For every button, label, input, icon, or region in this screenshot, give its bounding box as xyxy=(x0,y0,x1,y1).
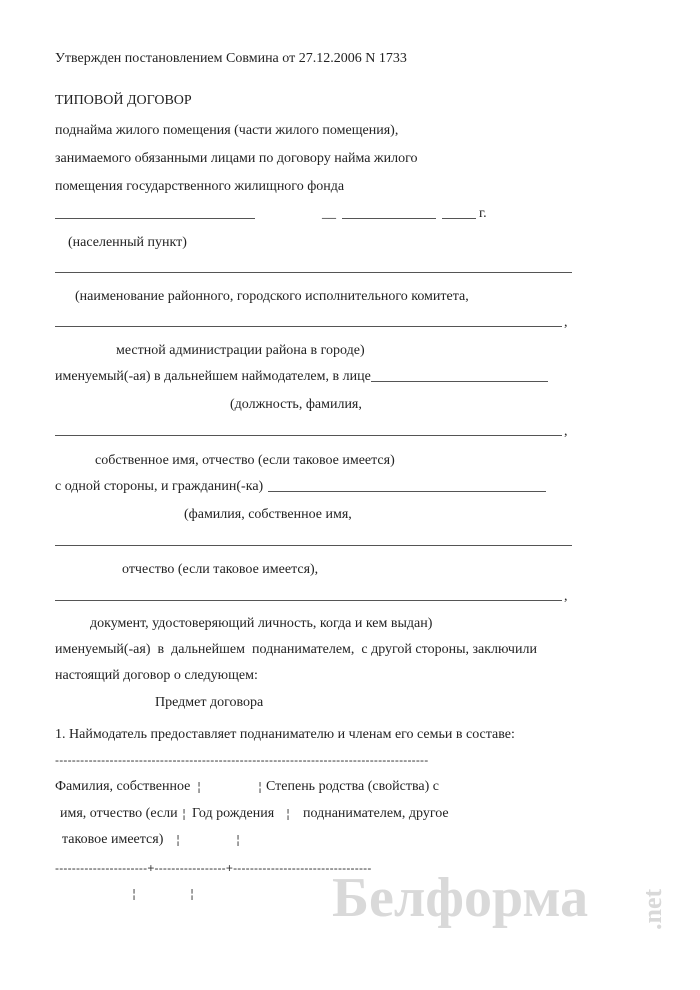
landlord-org-blank-1 xyxy=(55,272,572,273)
subject-heading: Предмет договора xyxy=(155,695,264,710)
place-blank xyxy=(55,218,255,219)
landlord-org-label-2: местной администрации района в городе) xyxy=(116,343,365,358)
col-separator: ¦ xyxy=(190,887,195,901)
month-blank xyxy=(342,218,436,219)
tenant-doc-comma: , xyxy=(564,589,568,604)
tenant-name-blank-1 xyxy=(268,491,546,492)
watermark-brand: Белформа xyxy=(332,867,589,929)
col3-header-line-1: Степень родства (свойства) с xyxy=(266,779,439,794)
year-blank xyxy=(442,218,476,219)
col1-header-line-1: Фамилия, собственное xyxy=(55,779,191,794)
col1-header-line-3: таковое имеется) xyxy=(62,832,164,847)
landlord-intro: именуемый(-ая) в дальнейшем наймодателем, в лице xyxy=(55,369,371,384)
tenant-name-blank-2 xyxy=(55,545,572,546)
col-separator: ¦ xyxy=(197,780,202,794)
day-blank: __ xyxy=(322,206,336,221)
approval-note: Утвержден постановлением Совмина от 27.12.2006 N 1733 xyxy=(55,51,407,66)
landlord-person-blank-1 xyxy=(371,381,548,382)
col-separator: ¦ xyxy=(236,833,241,847)
tenant-name-label-1: (фамилия, собственное имя, xyxy=(184,507,352,522)
document-title: ТИПОВОЙ ДОГОВОР xyxy=(55,93,192,108)
title-subtitle-line-3: помещения государственного жилищного фонда xyxy=(55,179,345,194)
table-top-rule: ----------------------------------------------------------------------------------------- xyxy=(55,753,429,767)
year-suffix: г. xyxy=(479,206,487,221)
table-mid-rule: ----------------------+-----------------+--------------------------------- xyxy=(55,861,372,875)
title-subtitle-line-2: занимаемого обязанными лицами по договору найма жилого xyxy=(55,151,418,166)
landlord-org-blank-2 xyxy=(55,326,562,327)
clause-1: 1. Наймодатель предоставляет поднанимателю и членам его семьи в составе: xyxy=(55,727,515,742)
tenant-doc-label: документ, удостоверяющий личность, когда и кем выдан) xyxy=(90,616,433,631)
col-separator: ¦ xyxy=(182,807,187,821)
landlord-org-comma: , xyxy=(564,315,568,330)
landlord-person-label-2: собственное имя, отчество (если таковое имеется) xyxy=(95,453,395,468)
place-label: (населенный пункт) xyxy=(68,235,187,250)
tenant-intro: с одной стороны, и гражданин(-ка) xyxy=(55,479,264,494)
watermark-tld: .net xyxy=(638,888,667,930)
col1-header-line-2: имя, отчество (если xyxy=(60,806,178,821)
title-subtitle-line-1: поднайма жилого помещения (части жилого помещения), xyxy=(55,123,399,138)
landlord-org-label-1: (наименование районного, городского исполнительного комитета, xyxy=(75,289,469,304)
col-separator: ¦ xyxy=(286,807,291,821)
tenant-name-label-2: отчество (если таковое имеется), xyxy=(122,562,319,577)
col-separator: ¦ xyxy=(258,780,263,794)
landlord-person-comma: , xyxy=(564,424,568,439)
col-separator: ¦ xyxy=(132,887,137,901)
tenant-role-line: именуемый(-ая) в дальнейшем поднанимателем, с другой стороны, заключили xyxy=(55,642,537,657)
col2-header: Год рождения xyxy=(192,806,275,821)
agreement-line: настоящий договор о следующем: xyxy=(55,668,258,683)
col3-header-line-2: поднанимателем, другое xyxy=(303,806,449,821)
landlord-person-label-1: (должность, фамилия, xyxy=(230,397,362,412)
col-separator: ¦ xyxy=(176,833,181,847)
landlord-person-blank-2 xyxy=(55,435,562,436)
tenant-doc-blank xyxy=(55,600,562,601)
